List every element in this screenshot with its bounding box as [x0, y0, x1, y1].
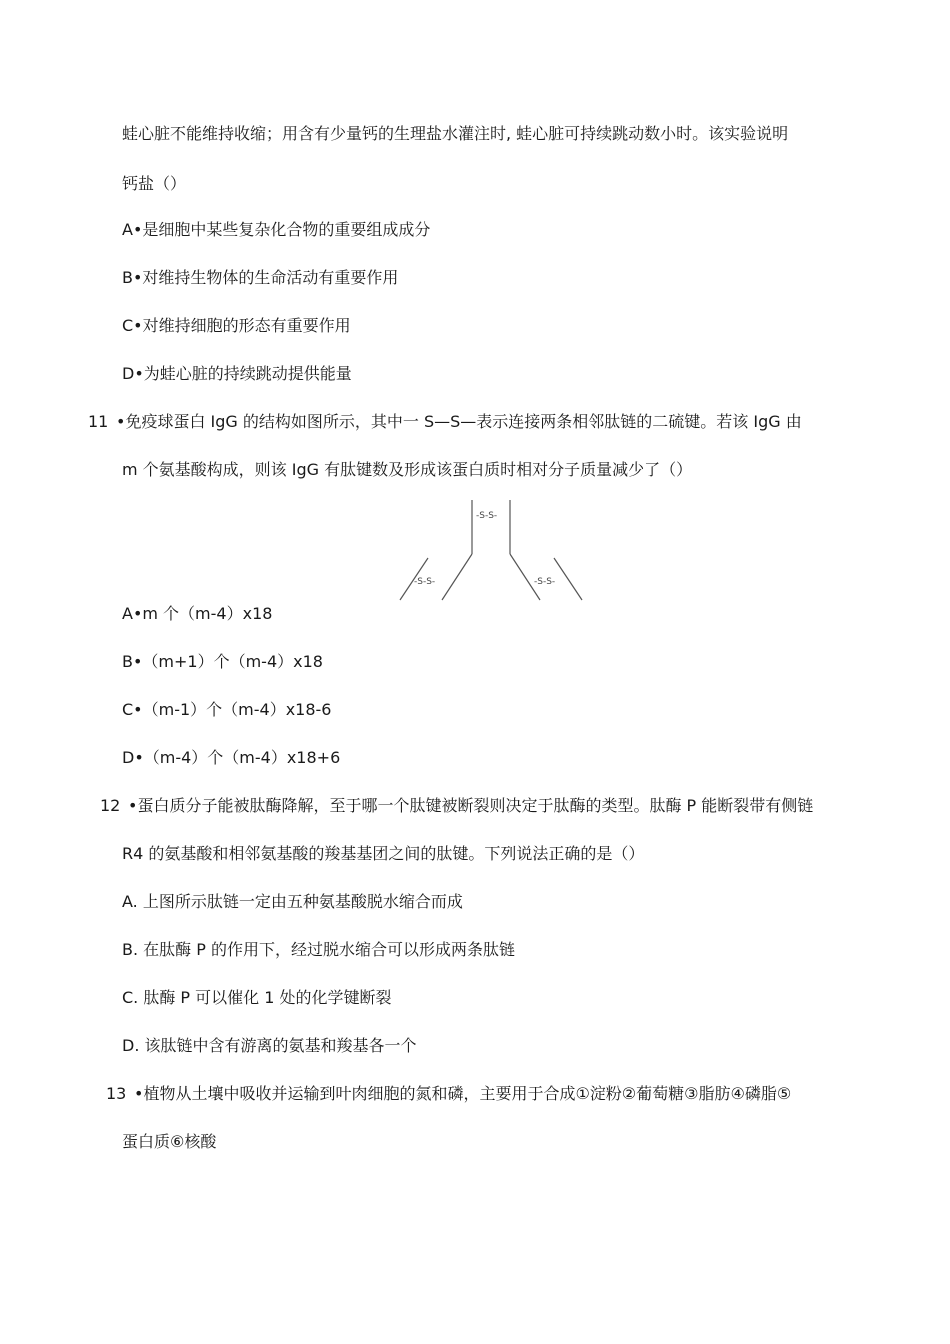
- q11-option-b: B•（m+1）个（m-4）x18: [122, 652, 323, 671]
- q11-option-c: C•（m-1）个（m-4）x18-6: [122, 700, 332, 719]
- q12-option-a: A. 上图所示肽链一定由五种氨基酸脱水缩合而成: [122, 892, 463, 911]
- q10-option-b: B•对维持生物体的生命活动有重要作用: [122, 268, 399, 287]
- q13-stem-line-2: 蛋白质⑥核酸: [122, 1132, 217, 1151]
- disulfide-bond-left: -S-S-: [414, 577, 436, 587]
- q11-option-a: A•m 个（m-4）x18: [122, 604, 273, 623]
- q12-option-d: D. 该肽链中含有游离的氨基和羧基各一个: [122, 1036, 417, 1055]
- disulfide-bond-right: -S-S-: [534, 577, 556, 587]
- q10-option-d: D•为蛙心脏的持续跳动提供能量: [122, 364, 352, 383]
- q12-stem-line-1: •蛋白质分子能被肽酶降解，至于哪一个肽键被断裂则决定于肽酶的类型。肽酶 P 能断裂带有侧链: [128, 796, 814, 815]
- q10-stem-line-1: 蛙心脏不能维持收缩；用含有少量钙的生理盐水灌注时, 蛙心脏可持续跳动数小时。该实验说明: [122, 124, 789, 143]
- q10-stem-line-2: 钙盐（）: [122, 174, 187, 193]
- q11-stem-line-2: m 个氨基酸构成，则该 IgG 有肽键数及形成该蛋白质时相对分子质量减少了（）: [122, 460, 693, 479]
- q12-option-b: B. 在肽酶 P 的作用下，经过脱水缩合可以形成两条肽链: [122, 940, 515, 959]
- q13-stem-line-1: •植物从土壤中吸收并运输到叶肉细胞的氮和磷，主要用于合成①淀粉②葡萄糖③脂肪④磷脂⑤: [134, 1084, 792, 1103]
- q12-option-c: C. 肽酶 P 可以催化 1 处的化学键断裂: [122, 988, 392, 1007]
- q11-number: 11: [88, 412, 109, 431]
- light-chain-right: [554, 558, 582, 600]
- q11-stem-line-1: •免疫球蛋白 IgG 的结构如图所示，其中一 S—S—表示连接两条相邻肽链的二硫键。若该 IgG 由: [116, 412, 802, 431]
- q11-option-d: D•（m-4）个（m-4）x18+6: [122, 748, 341, 767]
- q10-option-a: A•是细胞中某些复杂化合物的重要组成成分: [122, 220, 431, 239]
- q13-number: 13: [106, 1084, 127, 1103]
- q12-stem-line-2: R4 的氨基酸和相邻氨基酸的羧基基团之间的肽键。下列说法正确的是（）: [122, 844, 645, 863]
- q10-option-c: C•对维持细胞的形态有重要作用: [122, 316, 351, 335]
- heavy-chain-left-arm: [442, 554, 472, 600]
- q12-number: 12: [100, 796, 121, 815]
- disulfide-bond-top: -S-S-: [476, 511, 498, 521]
- igg-structure-diagram: [396, 496, 588, 604]
